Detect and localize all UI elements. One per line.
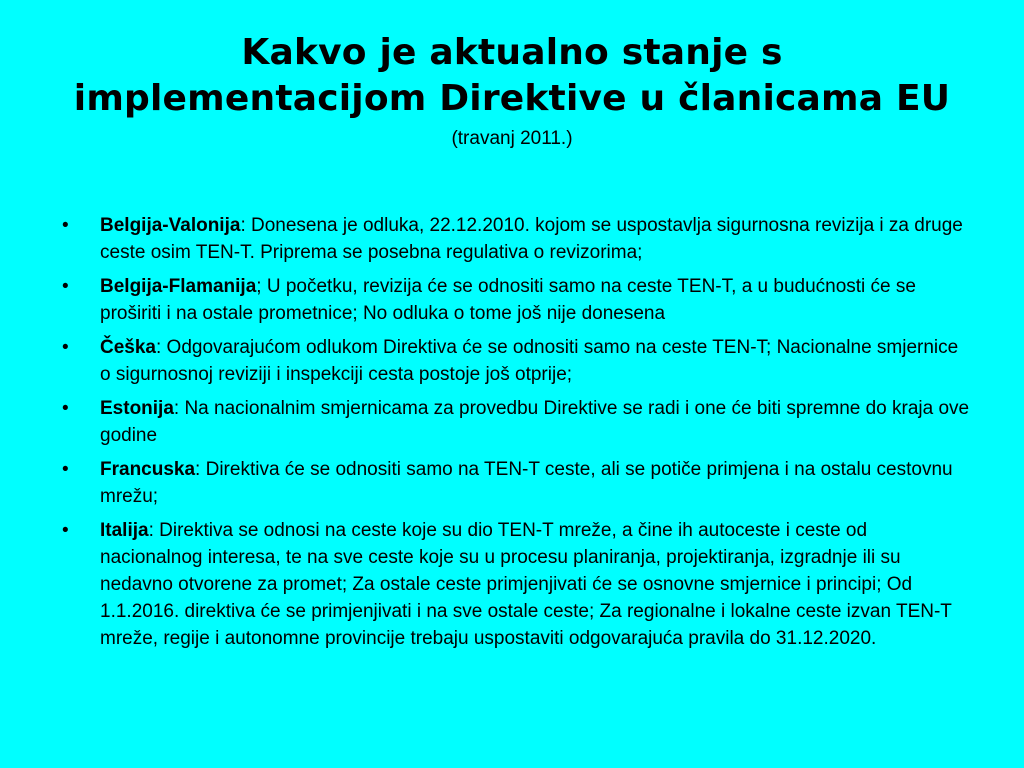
slide-subtitle: (travanj 2011.) — [451, 128, 573, 149]
list-item — [55, 212, 970, 266]
bullet-icon: • — [62, 276, 69, 297]
bullet-icon: • — [62, 520, 69, 541]
title-block — [60, 30, 964, 150]
list-item — [55, 334, 970, 388]
list-item — [55, 273, 970, 327]
country-name: Belgija-Valonija — [100, 215, 241, 236]
country-name: Italija — [100, 520, 149, 541]
country-name: Belgija-Flamanija — [100, 276, 257, 297]
bullet-icon: • — [62, 459, 69, 480]
country-status-text: : Direktiva će se odnositi samo na TEN-T ceste, ali se potiče primjena i na ostalu cestovnu mrežu; — [100, 459, 953, 507]
list-item — [55, 517, 970, 652]
country-name: Češka — [100, 337, 156, 358]
country-status-text: : Na nacionalnim smjernicama za provedbu Direktive se radi i one će biti spremne do kraja ove godine — [100, 398, 970, 446]
country-status-text: : Donesena je odluka, 22.12.2010. kojom se uspostavlja sigurnosna revizija i za druge ceste osim TEN-T. Priprema se posebna regulativa o revizorima; — [100, 215, 963, 263]
country-status-text: : Odgovarajućom odlukom Direktiva će se odnositi samo na ceste TEN-T; Nacionalne smjernice o sigurnosnoj reviziji i inspekciji cesta postoje još otprije; — [100, 337, 959, 385]
list-item — [55, 456, 970, 510]
country-name: Estonija — [100, 398, 174, 419]
bullet-icon: • — [62, 337, 69, 358]
country-status-text: : Direktiva se odnosi na ceste koje su dio TEN-T mreže, a čine ih autoceste i ceste od nacionalnog interesa, te na sve ceste koje su u procesu planiranja, projektiranja, izgradnje ili su nedavno otvorene za promet; Za ostale ceste primjenjivati će se osnovne smjernice i principi; Od 1.1.2016. direktiva će se primjenjivati i na sve ostale ceste; Za regionalne i lokalne ceste izvan TEN-T mreže, regije i autonomne provincije trebaju uspostaviti odgovarajuća pravila do 31.12.2020. — [100, 520, 952, 649]
country-name: Francuska — [100, 459, 196, 480]
country-status-text: ; U početku, revizija će se odnositi samo na ceste TEN-T, a u budućnosti će se proširiti i na ostale prometnice; No odluka o tome još nije donesena — [100, 276, 916, 324]
bullet-icon: • — [62, 398, 69, 419]
bullet-list — [55, 212, 970, 659]
bullet-icon: • — [62, 215, 69, 236]
slide-title: Kakvo je aktualno stanje s implementacijom Direktive u članicama EU — [73, 32, 951, 119]
list-item — [55, 395, 970, 449]
